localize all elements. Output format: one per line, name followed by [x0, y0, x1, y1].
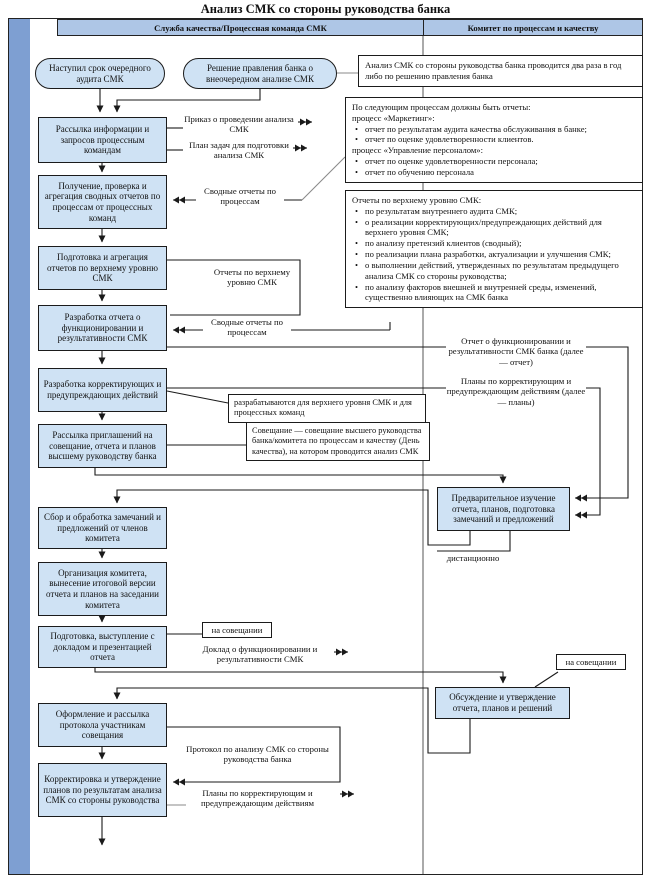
label-summary-reports-2: Сводные отчеты по процессам — [203, 317, 291, 338]
label-remote: дистанционно — [446, 553, 500, 563]
note-line: • отчет по обучению персонала — [352, 167, 636, 178]
label-plans-hereafter: Планы по корректирующим и предупреждающим действиям (далее — планы) — [446, 376, 586, 407]
note-process-reports — [345, 97, 643, 183]
note-line: • по реализации плана разработки, актуализации и улучшения СМК; — [352, 249, 636, 260]
note-line: • о реализации корректирующих/предупреждающих действий для верхнего уровня СМК; — [352, 217, 636, 239]
note-line: • отчет по оценке удовлетворенности клиентов. — [352, 134, 636, 145]
step-organize-committee: Организация комитета, вынесение итоговой версии отчета и планов на заседании комитета — [38, 562, 167, 616]
note-top-level-reports-list — [352, 195, 636, 303]
page-title: Анализ СМК со стороны руководства банка — [200, 2, 451, 16]
note-line: • по анализу претензий клиентов (сводный); — [352, 238, 636, 249]
step-send-protocol: Оформление и рассылка протокола участникам совещания — [38, 703, 167, 747]
note-line: процесс «Управление персоналом»: — [352, 145, 483, 156]
step-develop-actions: Разработка корректирующих и предупреждающих действий — [38, 368, 167, 412]
step-send-info-requests: Рассылка информации и запросов процессным командам — [38, 117, 167, 163]
label-protocol: Протокол по анализу СМК со стороны руководства банка — [186, 744, 329, 765]
lane-header-quality-service: Служба качества/Процессная команда СМК — [57, 19, 424, 36]
step-send-invitations: Рассылка приглашений на совещание, отчета и планов высшему руководству банка — [38, 424, 167, 468]
note-line: • отчет по результатам аудита качества обслуживания в банке; — [352, 124, 636, 135]
label-top-level-reports: Отчеты по верхнему уровню СМК — [208, 267, 296, 288]
step-prepare-top-level-reports: Подготовка и агрегация отчетов по верхнему уровню СМК — [38, 246, 167, 290]
note-process-reports-list — [352, 102, 636, 178]
label-summary-reports-1: Сводные отчеты по процессам — [196, 186, 284, 207]
committee-discuss-approve: Обсуждение и утверждение отчета, планов и решений — [435, 687, 570, 719]
step-adjust-approve-plans: Корректировка и утверждение планов по результатам анализа СМК со стороны руководства — [38, 763, 167, 817]
note-developed-for: разрабатываются для верхнего уровня СМК и для процессных команд — [228, 394, 426, 423]
label-task-plan: План задач для подготовки анализа СМК — [189, 140, 289, 161]
start-audit-due: Наступил срок очередного аудита СМК — [35, 58, 165, 89]
note-line: • отчет по оценке удовлетворенности персонала; — [352, 156, 636, 167]
note-meeting-definition: Совещание — совещание высшего руководства банка/комитета по процессам и качеству (День качества), на котором проводится анализ СМК — [246, 422, 430, 461]
label-corrective-plans: Планы по корректирующим и предупреждающим действиям — [201, 788, 314, 809]
lane-header-committee: Комитет по процессам и качеству — [423, 19, 643, 36]
step-receive-aggregate-reports: Получение, проверка и агрегация сводных отчетов по процессам от процессных команд — [38, 175, 167, 229]
note-line: процесс «Маркетинг»: — [352, 112, 435, 123]
tag-at-meeting-2: на совещании — [556, 654, 626, 670]
note-top-level-reports — [345, 190, 643, 308]
tag-at-meeting-1: на совещании — [202, 622, 272, 638]
note-line: • по анализу факторов внешней и внутренней среды, изменений, существенно влияющих на СМК банка — [352, 282, 636, 304]
note-line: По следующим процессам должны быть отчеты: — [352, 102, 531, 112]
label-report-presentation: Доклад о функционировании и результативности СМК — [202, 644, 318, 665]
note-line: • по результатам внутреннего аудита СМК; — [352, 206, 636, 217]
note-analysis-frequency: Анализ СМК со стороны руководства банка проводится два раза в год либо по решению правления банка — [358, 55, 643, 87]
label-report-hereafter: Отчет о функционировании и результативности СМК банка (далее — отчет) — [446, 336, 586, 367]
note-line: Отчеты по верхнему уровню СМК: — [352, 195, 482, 205]
step-collect-remarks: Сбор и обработка замечаний и предложений от членов комитета — [38, 507, 167, 549]
step-develop-report: Разработка отчета о функционировании и результативности СМК — [38, 305, 167, 351]
label-order-analysis: Приказ о проведении анализа СМК — [184, 114, 294, 135]
step-present-report: Подготовка, выступление с докладом и презентацией отчета — [38, 626, 167, 668]
note-line: • о выполнении действий, утвержденных по результатам предыдущего анализа СМК со стороны руководства; — [352, 260, 636, 282]
committee-preliminary-review: Предварительное изучение отчета, планов, подготовка замечаний и предложений — [437, 487, 570, 531]
start-board-decision: Решение правления банка о внеочередном анализе СМК — [183, 58, 337, 89]
